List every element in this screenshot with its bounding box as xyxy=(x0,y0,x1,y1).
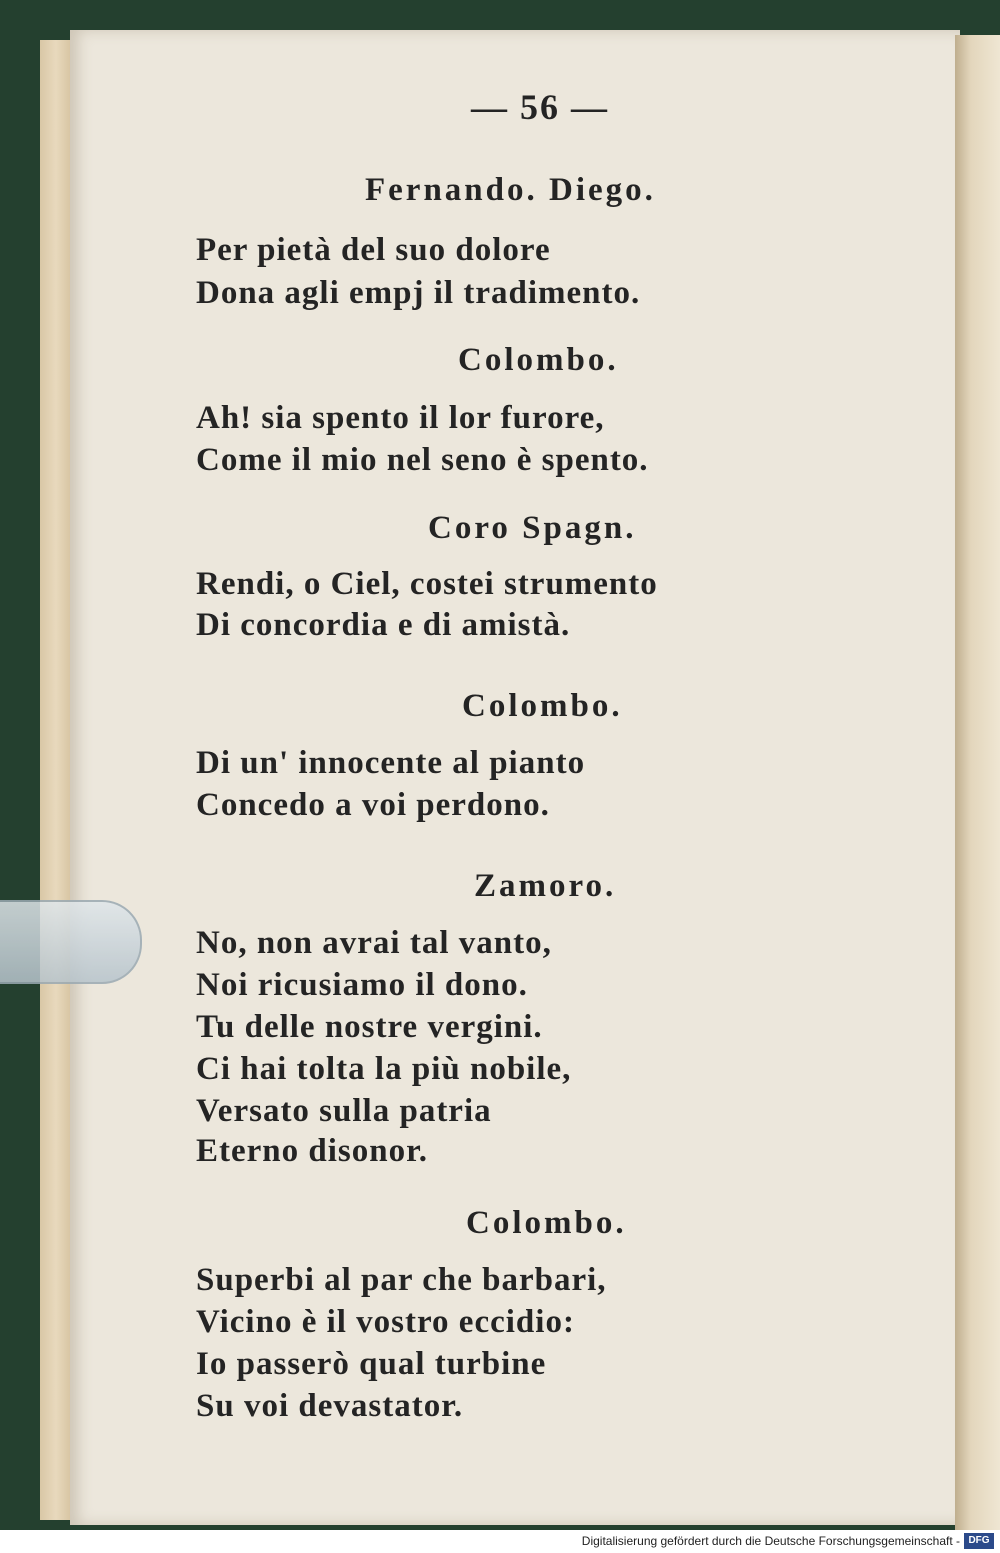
verse-line: Noi ricusiamo il dono. xyxy=(196,967,528,1003)
verse-line: Come il mio nel seno è spento. xyxy=(196,442,649,478)
page-clip xyxy=(0,900,142,984)
verse-line: Ah! sia spento il lor furore, xyxy=(196,400,605,436)
verse-line: Di concordia e di amistà. xyxy=(196,607,571,643)
verse-line: Concedo a voi perdono. xyxy=(196,787,550,823)
speaker-heading: Colombo. xyxy=(462,688,623,724)
verse-line: Dona agli empj il tradimento. xyxy=(196,275,641,311)
verse-line: Versato sulla patria xyxy=(196,1093,492,1129)
verse-line: Ci hai tolta la più nobile, xyxy=(196,1051,572,1087)
verse-line: Eterno disonor. xyxy=(196,1133,428,1169)
speaker-heading: Colombo. xyxy=(466,1205,627,1241)
facing-page-edge xyxy=(955,35,1000,1530)
digitization-footer xyxy=(0,1530,1000,1553)
dfg-logo: DFG xyxy=(964,1533,994,1549)
verse-line: Per pietà del suo dolore xyxy=(196,232,551,268)
page-number: — 56 — xyxy=(471,87,609,127)
speaker-heading: Coro Spagn. xyxy=(428,510,637,546)
verse-line: Di un' innocente al pianto xyxy=(196,745,586,781)
speaker-heading: Colombo. xyxy=(458,342,619,378)
verse-line: Vicino è il vostro eccidio: xyxy=(196,1304,575,1340)
verse-line: Su voi devastator. xyxy=(196,1388,464,1424)
footer-credit: Digitalisierung gefördert durch die Deutsche Forschungsgemeinschaft - xyxy=(581,1534,960,1548)
verse-line: Superbi al par che barbari, xyxy=(196,1262,607,1298)
verse-line: Io passerò qual turbine xyxy=(196,1346,547,1382)
verse-line: Rendi, o Ciel, costei strumento xyxy=(196,566,658,602)
speaker-heading: Fernando. Diego. xyxy=(365,172,656,208)
speaker-heading: Zamoro. xyxy=(474,868,617,904)
verse-line: No, non avrai tal vanto, xyxy=(196,925,552,961)
verse-line: Tu delle nostre vergini. xyxy=(196,1009,543,1045)
